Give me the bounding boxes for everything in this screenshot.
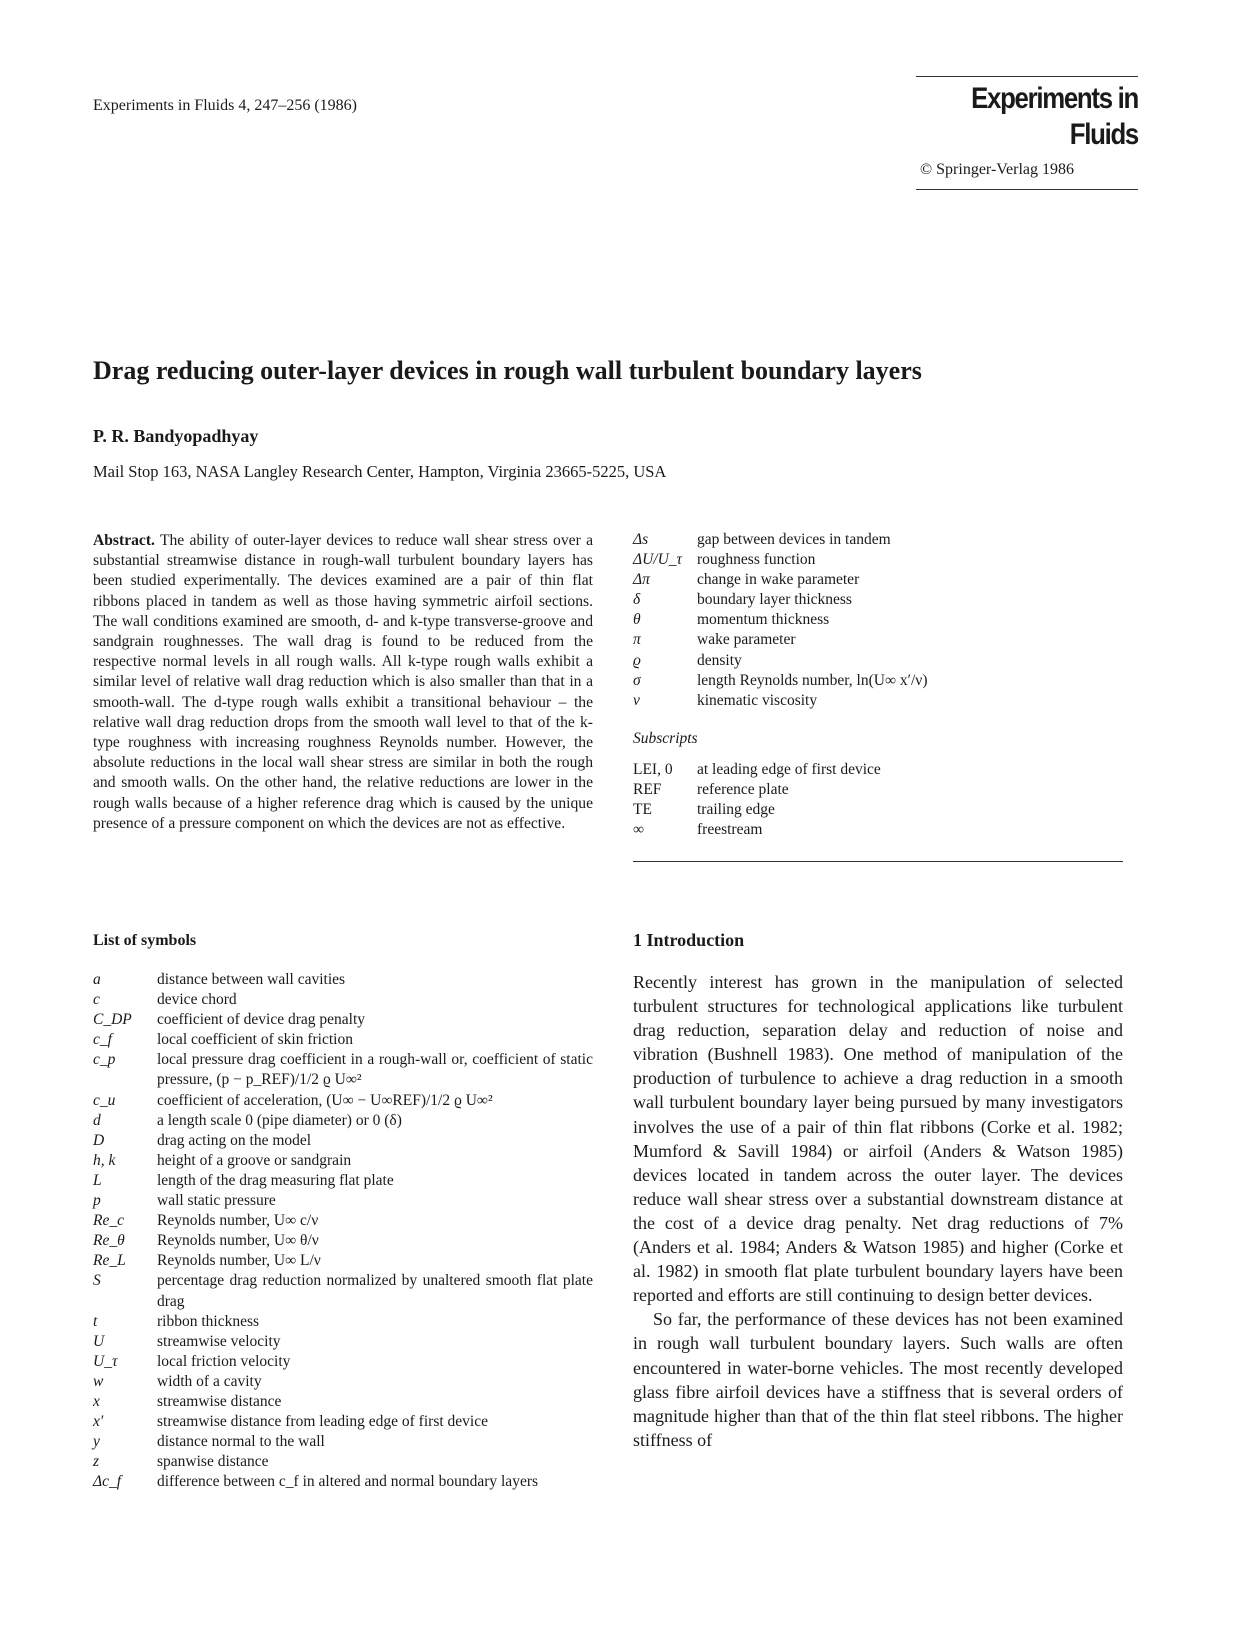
symbol-entry — [633, 651, 1103, 671]
symbol: x′ — [93, 1413, 104, 1431]
introduction-body — [633, 970, 1123, 1452]
symbol: Δc_f — [93, 1473, 122, 1491]
symbol-description: height of a groove or sandgrain — [157, 1151, 352, 1169]
symbol-description: streamwise velocity — [157, 1332, 281, 1350]
journal-citation: Experiments in Fluids 4, 247–256 (1986) — [93, 97, 357, 114]
symbol: h, k — [93, 1151, 116, 1169]
symbol: LEI, 0 — [633, 761, 673, 778]
symbol-entry — [93, 1211, 593, 1231]
symbol-description: momentum thickness — [697, 611, 830, 629]
symbol-entry — [93, 1332, 593, 1352]
symbol-entry — [93, 1372, 593, 1392]
symbol-description: wake parameter — [697, 631, 796, 649]
symbol: Re_c — [93, 1212, 124, 1230]
symbol-entry — [633, 630, 1103, 650]
symbol-description: kinematic viscosity — [697, 691, 818, 709]
symbol: x — [93, 1392, 100, 1410]
symbol-description: ribbon thickness — [157, 1312, 260, 1330]
symbol-entry — [93, 1432, 593, 1452]
symbol: c_f — [93, 1031, 112, 1049]
symbol-description: percentage drag reduction normalized by unaltered smooth flat plate drag — [157, 1272, 593, 1310]
symbol-description: gap between devices in tandem — [697, 531, 891, 548]
symbol-description: coefficient of device drag penalty — [157, 1011, 366, 1029]
symbol-description: reference plate — [697, 781, 789, 799]
symbol-description: local friction velocity — [157, 1352, 291, 1370]
symbol-description: spanwise distance — [157, 1453, 269, 1471]
subscripts-list — [633, 760, 1103, 840]
symbol-entry — [633, 671, 1103, 691]
symbol-entry — [633, 760, 1103, 780]
symbol-description: streamwise distance from leading edge of first device — [157, 1413, 488, 1431]
intro-paragraph: So far, the performance of these devices has not been examined in rough wall turbulent boundary layers. Such walls are often encountered in water-borne vehicles. The most recently developed glass fibre airfoil devices have a stiffness that is several orders of magnitude higher than that of the thin flat steel ribbons. The higher stiffness of — [633, 1309, 1123, 1450]
symbol: U — [93, 1332, 105, 1350]
symbol-entry — [93, 1231, 593, 1251]
symbol: d — [93, 1111, 101, 1129]
symbol: D — [93, 1131, 105, 1149]
symbol-entry — [633, 590, 1103, 610]
symbol-entry — [93, 1111, 593, 1131]
abstract-text: The ability of outer-layer devices to reduce wall shear stress over a substantial streamwise distance in rough-wall turbulent boundary layers has been studied experimentally. The devices examined are a pair of thin flat ribbons placed in tandem as well as those having symmetric airfoil sections. The wall conditions examined are smooth, d- and k-type transverse-groove and sandgrain roughnesses. The wall drag is found to be reduced from the respective normal levels in all rough walls. All k-type rough walls exhibit a similar level of relative wall drag reduction which is also smaller than that in a smooth-wall. The d-type rough walls exhibit a transitional behaviour – the relative wall drag reduction drops from the smooth wall level to that of the k-type roughness with increasing roughness Reynolds number. However, the absolute reductions in the local wall shear stress are similar in both the rough and smooth walls. On the other hand, the relative reductions are lower in the rough walls because of a higher reference drag which is caused by the unique presence of a pressure component on which the devices are not as effective. — [93, 532, 593, 832]
symbol-entry — [633, 550, 1103, 570]
subscripts-heading: Subscripts — [633, 730, 698, 747]
journal-title: Experiments in Fluids — [971, 82, 1138, 151]
symbol-description: streamwise distance — [157, 1392, 282, 1410]
symbol-entry — [633, 691, 1103, 711]
symbol-description: Reynolds number, U∞ θ/ν — [157, 1232, 319, 1250]
symbol-entry — [633, 780, 1103, 800]
symbol: Δπ — [633, 571, 650, 589]
symbol: θ — [633, 611, 641, 629]
symbol-description: width of a cavity — [157, 1372, 262, 1390]
symbol-entry — [93, 1010, 593, 1030]
symbol-description: change in wake parameter — [697, 571, 860, 589]
symbol-entry — [633, 570, 1103, 590]
symbol-entry — [93, 1191, 593, 1211]
symbol: U_τ — [93, 1352, 118, 1370]
symbol-entry — [93, 1412, 593, 1432]
symbol-description: length of the drag measuring flat plate — [157, 1171, 394, 1189]
symbol: c_u — [93, 1091, 116, 1109]
symbol: C_DP — [93, 1011, 132, 1029]
introduction-heading: 1 Introduction — [633, 930, 745, 950]
symbol: c — [93, 991, 100, 1009]
symbol: a — [93, 971, 101, 988]
publisher-copyright: © Springer-Verlag 1986 — [920, 161, 1075, 178]
abstract-label: Abstract. — [93, 532, 155, 549]
intro-paragraph: Recently interest has grown in the manipulation of selected turbulent structures for technological applications like turbulent drag reduction, separation delay and reduction of noise and vibration (Bushnell 1983). One method of manipulation of the production of turbulence to achieve a drag reduction in a smooth wall turbulent boundary layer being pursued by many investigators involves the use of a pair of thin flat ribbons (Corke et al. 1982; Mumford & Savill 1984) or airfoil (Anders & Watson 1985) devices located in tandem across the outer layer. The devices reduce wall shear stress over a substantial downstream distance at the cost of a device drag penalty. Net drag reductions of 7% (Anders et al. 1984; Anders & Watson 1985) and higher (Corke et al. 1982) in smooth flat plate turbulent boundary layers have been reported and efforts are still continuing to design better devices. — [633, 972, 1123, 1306]
masthead-top-rule — [916, 76, 1138, 77]
symbol: w — [93, 1372, 104, 1390]
symbol-entry — [633, 610, 1103, 630]
symbol-entry — [93, 1030, 593, 1050]
symbol: L — [93, 1171, 102, 1189]
symbol-description: coefficient of acceleration, (U∞ − U∞REF)/1/2 ϱ U∞² — [157, 1091, 493, 1109]
symbol-description: boundary layer thickness — [697, 591, 852, 609]
symbol-entry — [633, 800, 1103, 820]
symbol-description: drag acting on the model — [157, 1131, 312, 1149]
symbol: y — [93, 1433, 100, 1451]
abstract — [93, 531, 593, 834]
symbols-list-continued — [633, 530, 1103, 711]
symbol-entry — [93, 1131, 593, 1151]
symbol: z — [93, 1453, 100, 1471]
symbol-entry — [633, 820, 1103, 840]
symbol: S — [93, 1272, 101, 1290]
symbol-description: local coefficient of skin friction — [157, 1031, 353, 1049]
symbol: TE — [633, 801, 652, 819]
symbol-entry — [93, 1171, 593, 1191]
symbol: t — [93, 1312, 98, 1330]
symbol-description: density — [697, 651, 742, 669]
symbol-description: Reynolds number, U∞ c/ν — [157, 1212, 319, 1230]
symbol: p — [93, 1192, 101, 1210]
symbol-description: distance between wall cavities — [157, 971, 346, 988]
symbol-entry — [93, 1151, 593, 1171]
section-divider — [633, 861, 1123, 862]
author: P. R. Bandyopadhyay — [93, 426, 259, 446]
symbol-description: distance normal to the wall — [157, 1433, 325, 1451]
symbol-description: roughness function — [697, 551, 816, 569]
symbol: ∞ — [633, 821, 645, 839]
symbols-heading: List of symbols — [93, 932, 197, 949]
symbol-entry — [93, 1251, 593, 1271]
symbol-description: trailing edge — [697, 801, 775, 819]
symbol-description: wall static pressure — [157, 1192, 276, 1210]
symbol: REF — [633, 781, 662, 799]
symbol-description: freestream — [697, 821, 763, 839]
symbol: Re_θ — [93, 1232, 125, 1250]
symbol-entry — [93, 1312, 593, 1332]
symbol-description: length Reynolds number, ln(U∞ x′/ν) — [697, 671, 928, 689]
symbol-description: device chord — [157, 991, 237, 1009]
symbol-entry — [93, 1352, 593, 1372]
symbol: π — [633, 631, 641, 649]
symbol-entry — [93, 1452, 593, 1472]
symbols-list — [93, 970, 593, 1492]
symbol-entry — [93, 1091, 593, 1111]
symbol-entry — [93, 1392, 593, 1412]
symbol-entry — [93, 970, 593, 990]
symbol-entry — [93, 990, 593, 1010]
journal-masthead — [916, 76, 1138, 190]
symbol: ϱ — [633, 651, 641, 669]
symbol-entry — [93, 1050, 593, 1090]
paper-title: Drag reducing outer-layer devices in rough wall turbulent boundary layers — [93, 356, 922, 385]
symbol-description: at leading edge of first device — [697, 761, 881, 778]
symbol-entry — [633, 530, 1103, 550]
symbol-description: Reynolds number, U∞ L/ν — [157, 1252, 321, 1270]
symbol: Δs — [633, 531, 649, 548]
symbol: Re_L — [93, 1252, 126, 1270]
symbol-description: difference between c_f in altered and normal boundary layers — [157, 1473, 539, 1491]
symbol: c_p — [93, 1051, 116, 1069]
symbol-entry — [93, 1472, 593, 1492]
affiliation: Mail Stop 163, NASA Langley Research Center, Hampton, Virginia 23665-5225, USA — [93, 462, 667, 481]
symbol-description: local pressure drag coefficient in a rough-wall or, coefficient of static pressure, (p − p_REF)/1/2 ϱ U∞² — [157, 1051, 593, 1089]
symbol-description: a length scale 0 (pipe diameter) or 0 (δ) — [157, 1111, 402, 1129]
symbol-entry — [93, 1271, 593, 1311]
symbol: δ — [633, 591, 641, 609]
masthead-bottom-rule — [916, 189, 1138, 190]
symbol: σ — [633, 671, 641, 689]
symbol: ΔU/U_τ — [633, 551, 683, 569]
symbol: ν — [633, 691, 640, 709]
